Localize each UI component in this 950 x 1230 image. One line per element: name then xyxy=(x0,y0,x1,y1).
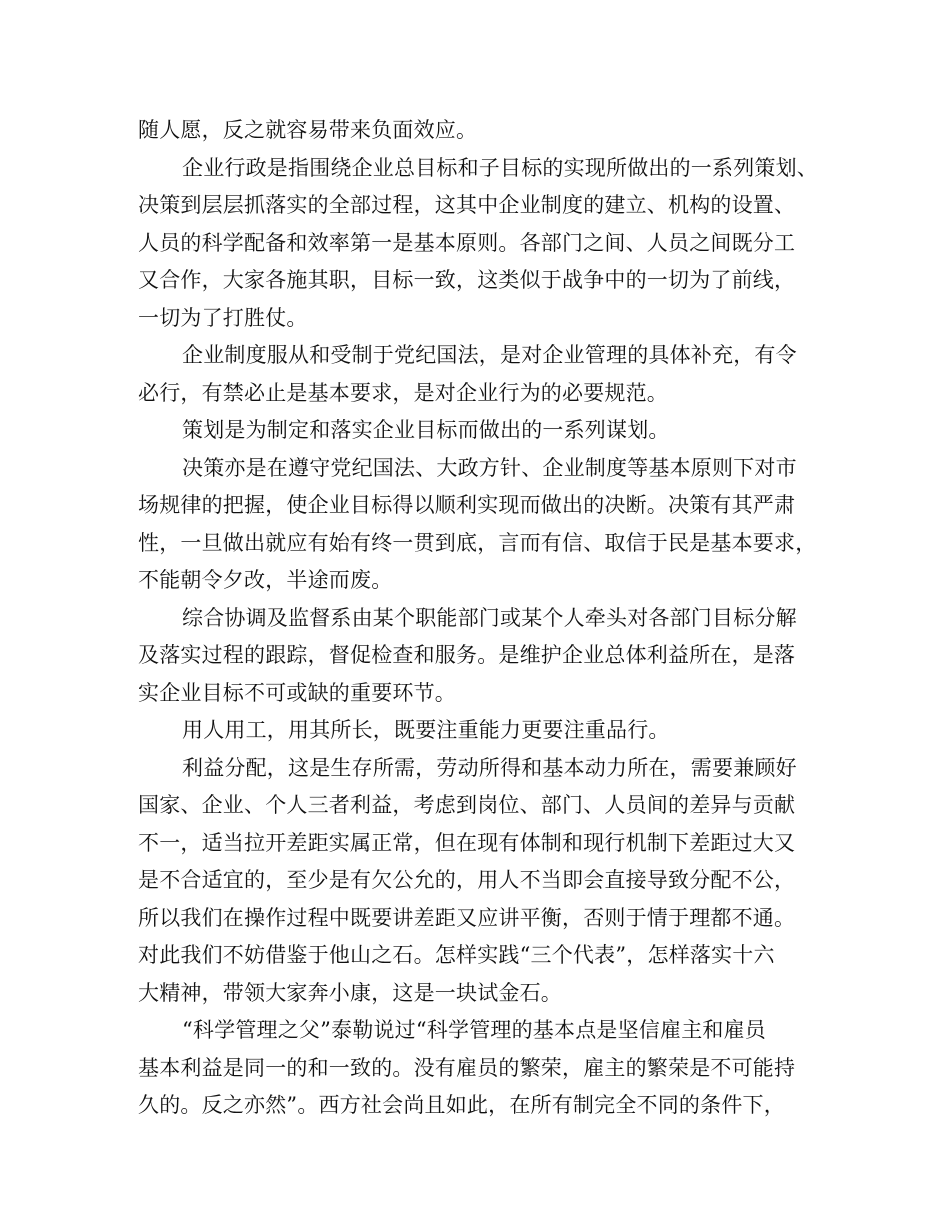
text-line: 对此我们不妨借鉴于他山之石。怎样实践“三个代表”，怎样落实十六 xyxy=(138,943,775,967)
text-line: 所以我们在操作过程中既要讲差距又应讲平衡，否则于情于理都不通。 xyxy=(138,905,796,930)
text-line: 策划是为制定和落实企业目标而做出的一系列谋划。 xyxy=(182,418,670,442)
text-line: 是不合适宜的，至少是有欠公允的，用人不当即会直接导致分配不公， xyxy=(138,868,796,892)
text-line: 利益分配，这是生存所需，劳动所得和基本动力所在，需要兼顾好 xyxy=(182,755,797,780)
text-line: 国家、企业、个人三者利益，考虑到岗位、部门、人员间的差异与贡献 xyxy=(138,793,796,817)
text-line: 人员的科学配备和效率第一是基本原则。各部门之间、人员之间既分工 xyxy=(138,230,796,255)
text-line: “科学管理之父”泰勒说过“科学管理的基本点是坚信雇主和雇员 xyxy=(182,1018,767,1042)
text-line: 大精神，带领大家奔小康，这是一块试金石。 xyxy=(138,980,562,1005)
text-line: 不能朝令夕改，半途而废。 xyxy=(138,568,393,592)
text-line: 场规律的把握，使企业目标得以顺利实现而做出的决断。决策有其严肃 xyxy=(138,493,796,517)
text-line: 随人愿，反之就容易带来负面效应。 xyxy=(138,118,478,142)
text-line: 综合协调及监督系由某个职能部门或某个人牵头对各部门目标分解 xyxy=(182,605,797,630)
text-line: 决策亦是在遵守党纪国法、大政方针、企业制度等基本原则下对市 xyxy=(182,455,797,480)
text-line: 企业行政是指围绕企业总目标和子目标的实现所做出的一系列策划、 xyxy=(182,155,818,180)
text-line: 性，一旦做出就应有始有终一贯到底，言而有信、取信于民是基本要求， xyxy=(138,530,817,555)
text-line: 及落实过程的跟踪，督促检查和服务。是维护企业总体利益所在，是落 xyxy=(138,643,796,667)
text-line: 不一，适当拉开差距实属正常，但在现有体制和现行机制下差距过大又 xyxy=(138,830,796,855)
text-line: 必行，有禁必止是基本要求，是对企业行为的必要规范。 xyxy=(138,380,668,405)
text-line: 实企业目标不可或缺的重要环节。 xyxy=(138,680,456,705)
text-line: 用人用工，用其所长，既要注重能力更要注重品行。 xyxy=(182,718,670,742)
text-line: 又合作，大家各施其职，目标一致，这类似于战争中的一切为了前线， xyxy=(138,268,796,292)
text-line: 久的。反之亦然”。西方社会尚且如此，在所有制完全不同的条件下， xyxy=(138,1093,785,1117)
text-line: 基本利益是同一的和一致的。没有雇员的繁荣，雇主的繁荣是不可能持 xyxy=(138,1055,796,1080)
text-line: 决策到层层抓落实的全部过程，这其中企业制度的建立、机构的设置、 xyxy=(138,193,796,217)
body-text xyxy=(138,112,818,1125)
text-line: 企业制度服从和受制于党纪国法，是对企业管理的具体补充，有令 xyxy=(182,343,797,367)
text-line: 一切为了打胜仗。 xyxy=(138,305,308,330)
